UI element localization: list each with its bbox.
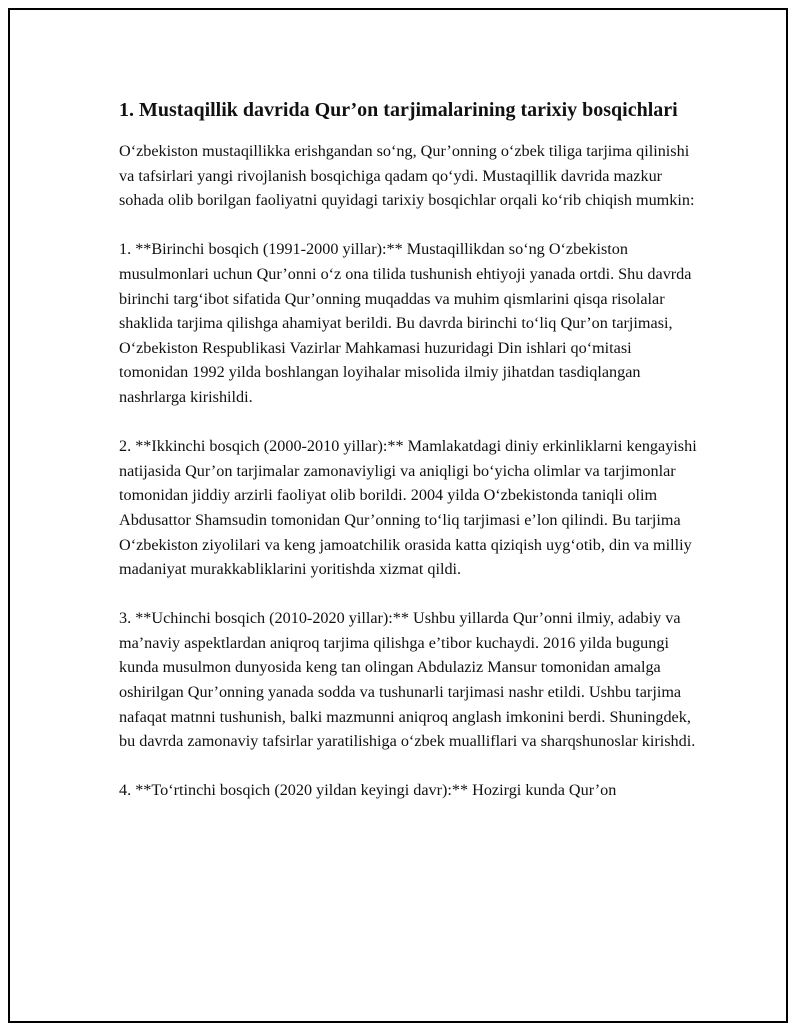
document-content [119,96,699,828]
intro-paragraph: O‘zbekiston mustaqillikka erishgandan so‘ng, Qur’onning o‘zbek tiliga tarjima qilinishi va tafsirlari yangi rivojlanish bosqichiga qadam qo‘ydi. Mustaqillik davrida mazkur sohada olib borilgan faoliyatni quyidagi tarixiy bosqichlar orqali ko‘rib chiqish mumkin: [119,142,695,210]
document-page [8,8,788,1023]
stage-two-paragraph: 2. **Ikkinchi bosqich (2000-2010 yillar):** Mamlakatdagi diniy erkinliklarni kengayishi natijasida Qur’on tarjimalar zamonaviyligi va aniqligi bo‘yicha olimlar va tarjimonlar tomonidan jiddiy arzirli faoliyat olib borildi. 2004 yilda O‘zbekistonda taniqli olim Abdusattor Shamsudin tomonidan Qur’onning to‘liq tarjimasi e’lon qilindi. Bu tarjima O‘zbekiston ziyolilari va keng jamoatchilik orasida katta qiziqish uyg‘otib, din va milliy madaniyat murakkabliklarini yoritishda xizmat qildi. [119,437,697,579]
stage-four-paragraph: 4. **To‘rtinchi bosqich (2020 yildan keyingi davr):** Hozirgi kunda Qur’on [119,781,617,800]
stage-one-paragraph: 1. **Birinchi bosqich (1991-2000 yillar):** Mustaqillikdan so‘ng O‘zbekiston musulmonlari uchun Qur’onni o‘z ona tilida tushunish ehtiyoji yanada ortdi. Shu davrda birinchi targ‘ibot sifatida Qur’onning muqaddas va muhim qismlarini qisqa risolalar shaklida tarjima qilishga ahamiyat berildi. Bu davrda birinchi to‘liq Qur’on tarjimasi, O‘zbekiston Respublikasi Vazirlar Mahkamasi huzuridagi Din ishlari qo‘mitasi tomonidan 1992 yilda boshlangan loyihalar misolida ilmiy jihatdan tasdiqlangan nashrlarga kirishildi. [119,240,692,406]
section-heading: 1. Mustaqillik davrida Qur’on tarjimalarining tarixiy bosqichlari [119,99,678,121]
stage-three-paragraph: 3. **Uchinchi bosqich (2010-2020 yillar):** Ushbu yillarda Qur’onni ilmiy, adabiy va ma’naviy aspektlardan aniqroq tarjima qilishga e’tibor kuchaydi. 2016 yilda bugungi kunda musulmon dunyosida keng tan olingan Abdulaziz Mansur tomonidan amalga oshirilgan Qur’onning yanada sodda va tushunarli tarjimasi nashr etildi. Ushbu tarjima nafaqat matnni tushunish, balki mazmunni aniqroq anglash imkonini berdi. Shuningdek, bu davrda zamonaviy tafsirlar yaratilishiga o‘zbek mualliflari va sharqshunoslar kirishdi. [119,609,696,751]
